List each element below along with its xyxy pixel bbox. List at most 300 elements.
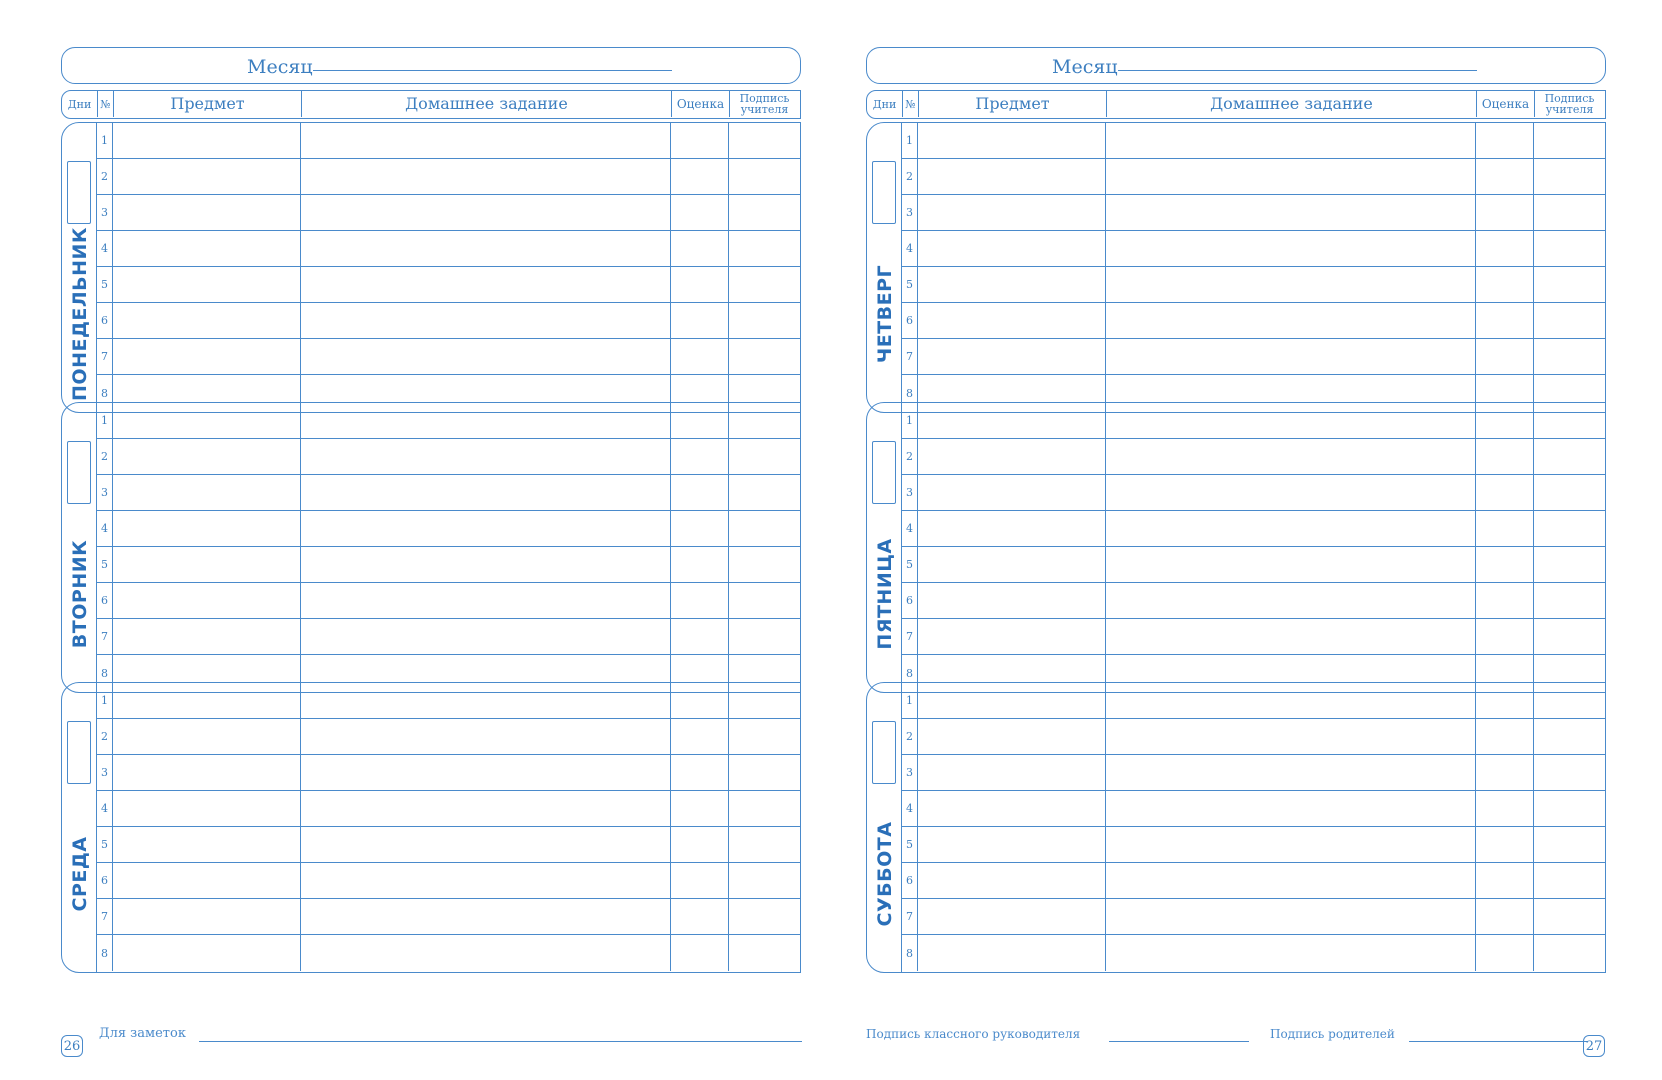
lesson-number: 4 [97,511,113,546]
teacher-sign-cell[interactable] [729,123,800,158]
left-page [61,0,801,1080]
teacher-sign-cell[interactable] [1534,583,1605,618]
teacher-sign-cell[interactable] [1534,475,1605,510]
grade-cell[interactable] [1476,899,1534,934]
grade-cell[interactable] [671,303,729,338]
subject-cell[interactable] [918,863,1106,898]
month-label: Месяц [1052,56,1118,78]
lesson-number: 1 [97,123,113,158]
lesson-row [97,791,800,827]
day-name: СРЕДА [69,836,91,912]
month-input-line[interactable] [313,70,672,71]
subject-cell[interactable] [113,863,301,898]
homework-cell[interactable] [301,719,671,754]
teacher-sign-cell[interactable] [729,755,800,790]
subject-cell[interactable] [113,339,301,374]
grade-cell[interactable] [1476,583,1534,618]
header-days: Дни [67,97,92,111]
lesson-row [902,791,1605,827]
teacher-sign-cell[interactable] [729,935,800,971]
lesson-number: 3 [902,195,918,230]
subject-cell[interactable] [918,791,1106,826]
lesson-number: 7 [97,899,113,934]
homework-cell[interactable] [1106,583,1476,618]
teacher-sign-cell[interactable] [1534,123,1605,158]
grade-cell[interactable] [671,583,729,618]
day-name: ПЯТНИЦА [874,538,896,650]
subject-cell[interactable] [918,719,1106,754]
homework-cell[interactable] [301,403,671,438]
lesson-number: 3 [97,755,113,790]
teacher-sign-cell[interactable] [729,899,800,934]
homework-cell[interactable] [1106,683,1476,718]
subject-cell[interactable] [113,719,301,754]
teacher-sign-cell[interactable] [1534,267,1605,302]
homework-cell[interactable] [1106,195,1476,230]
subject-cell[interactable] [113,547,301,582]
lesson-number: 1 [97,403,113,438]
lesson-number: 7 [97,339,113,374]
homework-cell[interactable] [301,267,671,302]
subject-cell[interactable] [918,303,1106,338]
date-box[interactable] [67,441,91,504]
subject-cell[interactable] [113,195,301,230]
lesson-row [97,231,800,267]
date-box[interactable] [67,721,91,784]
lesson-row [97,719,800,755]
grade-cell[interactable] [1476,231,1534,266]
header-grade: Оценка [671,91,729,117]
grade-cell[interactable] [1476,339,1534,374]
grade-cell[interactable] [671,475,729,510]
teacher-sign-cell[interactable] [1534,339,1605,374]
subject-cell[interactable] [918,619,1106,654]
subject-cell[interactable] [113,475,301,510]
lesson-row [902,719,1605,755]
homework-cell[interactable] [1106,755,1476,790]
teacher-sign-cell[interactable] [1534,683,1605,718]
grade-cell[interactable] [1476,827,1534,862]
homework-cell[interactable] [301,231,671,266]
grade-cell[interactable] [671,195,729,230]
lesson-rows [902,403,1605,692]
homework-cell[interactable] [301,123,671,158]
subject-cell[interactable] [113,123,301,158]
subject-cell[interactable] [918,123,1106,158]
teacher-sign-cell[interactable] [1534,935,1605,971]
lesson-number: 2 [97,439,113,474]
lesson-number: 7 [902,899,918,934]
subject-cell[interactable] [918,899,1106,934]
page-number: 27 [1583,1035,1605,1057]
grade-cell[interactable] [671,899,729,934]
day-block-monday [61,122,801,413]
homework-cell[interactable] [301,583,671,618]
homework-cell[interactable] [301,195,671,230]
homework-cell[interactable] [301,547,671,582]
lesson-row [97,511,800,547]
grade-cell[interactable] [671,267,729,302]
lesson-row [97,935,800,971]
homework-cell[interactable] [1106,403,1476,438]
lesson-number: 6 [902,583,918,618]
subject-cell[interactable] [918,267,1106,302]
lesson-row [902,267,1605,303]
homework-cell[interactable] [301,899,671,934]
subject-cell[interactable] [918,683,1106,718]
homework-cell[interactable] [301,791,671,826]
lesson-number: 4 [97,791,113,826]
lesson-number: 6 [902,863,918,898]
grade-cell[interactable] [671,123,729,158]
parents-sign-label: Подпись родителей [1270,1027,1395,1041]
day-block-tuesday [61,402,801,693]
day-block-wednesday [61,682,801,973]
notes-line[interactable] [199,1041,802,1042]
lesson-row [902,475,1605,511]
lesson-row [902,303,1605,339]
teacher-sign-cell[interactable] [1534,755,1605,790]
grade-cell[interactable] [1476,303,1534,338]
header-teacher-sign [729,91,799,117]
class-teacher-sign-label: Подпись классного руководителя [866,1027,1081,1041]
subject-cell[interactable] [113,583,301,618]
homework-cell[interactable] [301,339,671,374]
lesson-number: 8 [97,935,113,971]
subject-cell[interactable] [918,827,1106,862]
lesson-number: 2 [97,719,113,754]
subject-cell[interactable] [918,195,1106,230]
subject-cell[interactable] [918,475,1106,510]
table-header [866,90,1606,119]
grade-cell[interactable] [1476,475,1534,510]
subject-cell[interactable] [918,755,1106,790]
subject-cell[interactable] [918,339,1106,374]
lesson-number: 6 [97,583,113,618]
teacher-sign-cell[interactable] [1534,547,1605,582]
homework-cell[interactable] [301,863,671,898]
teacher-sign-cell[interactable] [1534,619,1605,654]
day-name: ПОНЕДЕЛЬНИК [69,227,91,401]
homework-cell[interactable] [1106,619,1476,654]
lesson-number: 4 [902,511,918,546]
lesson-number: 4 [97,231,113,266]
teacher-sign-cell[interactable] [729,583,800,618]
homework-cell[interactable] [1106,827,1476,862]
lesson-row [97,403,800,439]
grade-cell[interactable] [671,439,729,474]
teacher-sign-cell[interactable] [729,159,800,194]
teacher-sign-cell[interactable] [1534,195,1605,230]
grade-cell[interactable] [1476,935,1534,971]
lesson-rows [97,683,800,972]
grade-cell[interactable] [671,935,729,971]
grade-cell[interactable] [1476,755,1534,790]
subject-cell[interactable] [918,439,1106,474]
lesson-row [902,935,1605,971]
subject-cell[interactable] [113,755,301,790]
day-tab [867,683,902,972]
header-grade: Оценка [1476,91,1534,117]
grade-cell[interactable] [1476,547,1534,582]
grade-cell[interactable] [671,719,729,754]
grade-cell[interactable] [1476,719,1534,754]
subject-cell[interactable] [918,583,1106,618]
homework-cell[interactable] [1106,863,1476,898]
grade-cell[interactable] [1476,683,1534,718]
grade-cell[interactable] [1476,403,1534,438]
subject-cell[interactable] [918,935,1106,971]
lesson-number: 8 [97,655,113,691]
homework-cell[interactable] [1106,159,1476,194]
grade-cell[interactable] [671,755,729,790]
teacher-sign-cell[interactable] [1534,403,1605,438]
teacher-sign-cell[interactable] [729,339,800,374]
teacher-sign-cell[interactable] [1534,899,1605,934]
lesson-row [902,403,1605,439]
grade-cell[interactable] [671,683,729,718]
lesson-row [97,827,800,863]
subject-cell[interactable] [113,267,301,302]
grade-cell[interactable] [1476,195,1534,230]
lesson-number: 8 [902,655,918,691]
subject-cell[interactable] [918,403,1106,438]
date-box[interactable] [872,161,896,224]
notes-label: Для заметок [99,1026,186,1041]
homework-cell[interactable] [1106,547,1476,582]
teacher-sign-cell[interactable] [1534,159,1605,194]
lesson-number: 3 [97,475,113,510]
grade-cell[interactable] [1476,791,1534,826]
day-block-thursday [866,122,1606,413]
subject-cell[interactable] [113,827,301,862]
month-bar [61,47,801,84]
lesson-row [97,159,800,195]
teacher-sign-cell[interactable] [729,719,800,754]
grade-cell[interactable] [671,403,729,438]
teacher-sign-cell[interactable] [1534,791,1605,826]
lesson-row [902,439,1605,475]
grade-cell[interactable] [671,339,729,374]
lesson-rows [97,403,800,692]
teacher-sign-cell[interactable] [729,303,800,338]
lesson-row [902,123,1605,159]
subject-cell[interactable] [113,791,301,826]
teacher-sign-cell[interactable] [729,439,800,474]
homework-cell[interactable] [301,439,671,474]
month-input-line[interactable] [1118,70,1477,71]
grade-cell[interactable] [671,863,729,898]
subject-cell[interactable] [113,303,301,338]
header-num: № [902,91,918,117]
lesson-row [902,159,1605,195]
teacher-sign-cell[interactable] [729,231,800,266]
homework-cell[interactable] [1106,123,1476,158]
homework-cell[interactable] [1106,231,1476,266]
lesson-number: 4 [902,231,918,266]
homework-cell[interactable] [1106,303,1476,338]
lesson-row [97,123,800,159]
lesson-row [97,863,800,899]
lesson-row [902,755,1605,791]
day-name: ЧЕТВЕРГ [874,264,896,364]
lesson-row [902,195,1605,231]
teacher-sign-cell[interactable] [1534,303,1605,338]
lesson-number: 5 [97,267,113,302]
homework-cell[interactable] [1106,475,1476,510]
lesson-row [97,583,800,619]
teacher-sign-cell[interactable] [729,475,800,510]
lesson-number: 1 [902,403,918,438]
grade-cell[interactable] [671,159,729,194]
lesson-row [902,619,1605,655]
homework-cell[interactable] [301,511,671,546]
lesson-row [97,439,800,475]
lesson-number: 5 [902,267,918,302]
homework-cell[interactable] [301,619,671,654]
grade-cell[interactable] [671,231,729,266]
lesson-row [902,511,1605,547]
lesson-row [902,863,1605,899]
homework-cell[interactable] [1106,719,1476,754]
subject-cell[interactable] [113,935,301,971]
grade-cell[interactable] [1476,267,1534,302]
homework-cell[interactable] [1106,791,1476,826]
lesson-row [902,339,1605,375]
homework-cell[interactable] [1106,267,1476,302]
day-tab [867,123,902,412]
grade-cell[interactable] [671,511,729,546]
lesson-number: 3 [902,755,918,790]
grade-cell[interactable] [671,547,729,582]
teacher-sign-cell[interactable] [1534,719,1605,754]
subject-cell[interactable] [113,619,301,654]
teacher-sign-cell[interactable] [1534,231,1605,266]
homework-cell[interactable] [1106,935,1476,971]
subject-cell[interactable] [113,899,301,934]
teacher-sign-cell[interactable] [729,791,800,826]
header-sign-line1: Подпись [1544,92,1595,105]
homework-cell[interactable] [1106,511,1476,546]
lesson-row [97,755,800,791]
teacher-sign-cell[interactable] [1534,511,1605,546]
day-tab [62,123,97,412]
grade-cell[interactable] [1476,123,1534,158]
grade-cell[interactable] [671,791,729,826]
subject-cell[interactable] [918,231,1106,266]
grade-cell[interactable] [671,827,729,862]
lesson-row [97,547,800,583]
lesson-number: 2 [902,719,918,754]
teacher-sign-cell[interactable] [729,403,800,438]
lesson-number: 5 [902,547,918,582]
homework-cell[interactable] [301,827,671,862]
header-subject: Предмет [113,91,301,117]
lesson-number: 4 [902,791,918,826]
lesson-row [97,195,800,231]
homework-cell[interactable] [1106,339,1476,374]
lesson-number: 5 [97,547,113,582]
day-tab [62,403,97,692]
header-subject: Предмет [918,91,1106,117]
subject-cell[interactable] [113,683,301,718]
teacher-sign-cell[interactable] [729,195,800,230]
teacher-sign-cell[interactable] [729,547,800,582]
subject-cell[interactable] [113,403,301,438]
teacher-sign-cell[interactable] [1534,827,1605,862]
lesson-number: 1 [902,683,918,718]
subject-cell[interactable] [113,231,301,266]
homework-cell[interactable] [301,159,671,194]
lesson-number: 5 [902,827,918,862]
subject-cell[interactable] [113,159,301,194]
homework-cell[interactable] [1106,439,1476,474]
lesson-number: 5 [97,827,113,862]
homework-cell[interactable] [301,755,671,790]
subject-cell[interactable] [113,439,301,474]
lesson-rows [97,123,800,412]
month-bar [866,47,1606,84]
grade-cell[interactable] [1476,511,1534,546]
teacher-sign-cell[interactable] [1534,863,1605,898]
teacher-sign-cell[interactable] [729,619,800,654]
lesson-number: 8 [97,375,113,411]
class-teacher-sign-line[interactable] [1109,1041,1249,1042]
teacher-sign-cell[interactable] [729,267,800,302]
grade-cell[interactable] [671,619,729,654]
lesson-number: 6 [97,303,113,338]
teacher-sign-cell[interactable] [729,827,800,862]
date-box[interactable] [872,441,896,504]
teacher-sign-cell[interactable] [729,511,800,546]
teacher-sign-cell[interactable] [1534,439,1605,474]
subject-cell[interactable] [918,511,1106,546]
parents-sign-line[interactable] [1409,1041,1587,1042]
lesson-number: 7 [902,339,918,374]
lesson-number: 3 [97,195,113,230]
teacher-sign-cell[interactable] [729,683,800,718]
homework-cell[interactable] [301,303,671,338]
teacher-sign-cell[interactable] [729,863,800,898]
lesson-rows [902,683,1605,972]
table-header [61,90,801,119]
header-sign-line1: Подпись [739,92,790,105]
date-box[interactable] [872,721,896,784]
page-number: 26 [61,1035,83,1057]
header-sign-line2: учителя [740,103,789,116]
subject-cell[interactable] [918,547,1106,582]
lesson-number: 7 [97,619,113,654]
day-block-friday [866,402,1606,693]
grade-cell[interactable] [1476,439,1534,474]
header-sign-line2: учителя [1545,103,1594,116]
grade-cell[interactable] [1476,863,1534,898]
homework-cell[interactable] [301,683,671,718]
date-box[interactable] [67,161,91,224]
homework-cell[interactable] [301,475,671,510]
homework-cell[interactable] [1106,899,1476,934]
lesson-number: 8 [902,375,918,411]
subject-cell[interactable] [113,511,301,546]
header-teacher-sign [1534,91,1604,117]
lesson-row [902,547,1605,583]
homework-cell[interactable] [301,935,671,971]
lesson-rows [902,123,1605,412]
subject-cell[interactable] [918,159,1106,194]
grade-cell[interactable] [1476,159,1534,194]
lesson-row [97,683,800,719]
grade-cell[interactable] [1476,619,1534,654]
